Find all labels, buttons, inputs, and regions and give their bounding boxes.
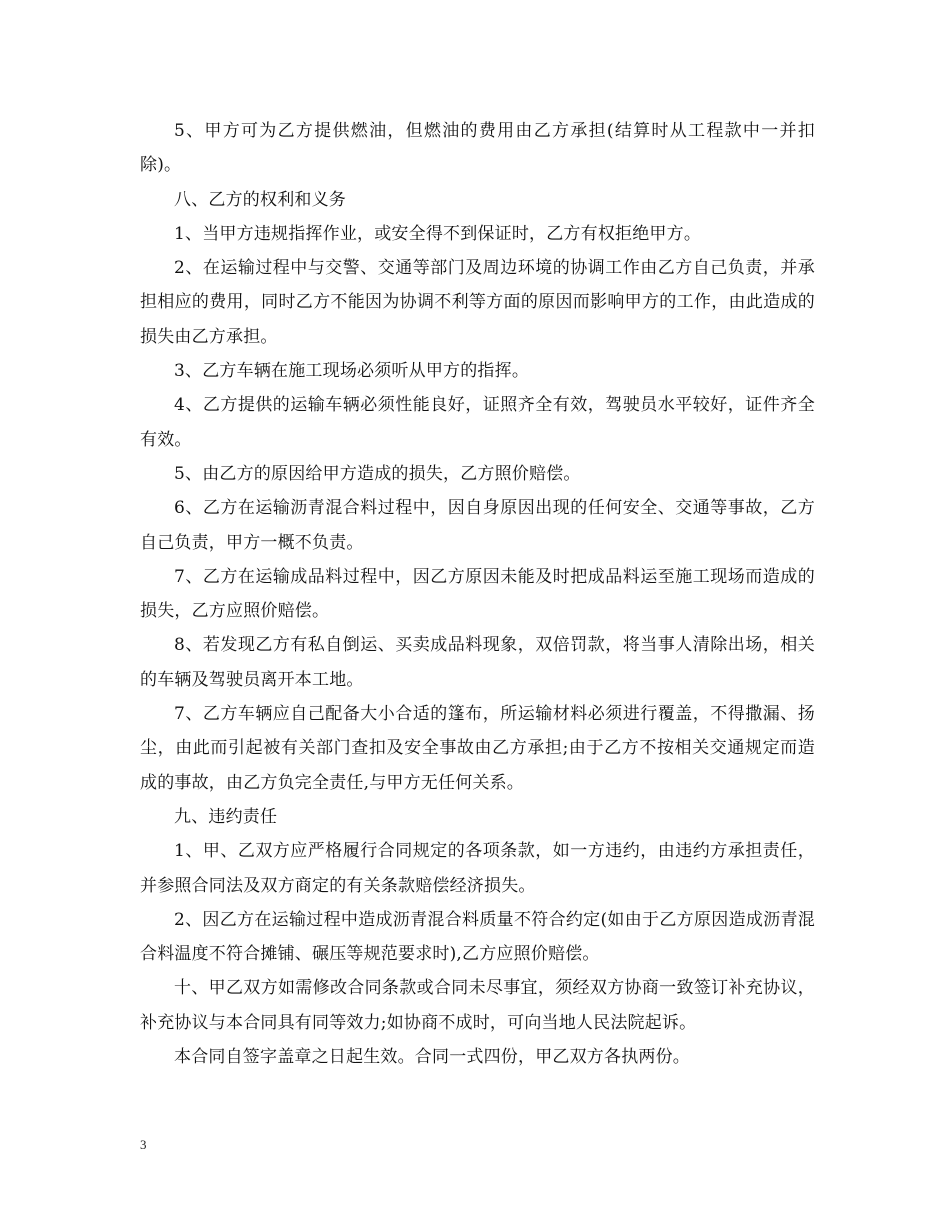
paragraph-transport-accidents: 6、乙方在运输沥青混合料过程中，因自身原因出现的任何安全、交通等事故，乙方自己负责，甲方一概不负责。 (140, 498, 815, 553)
paragraph-fuel-provision: 5、甲方可为乙方提供燃油，但燃油的费用由乙方承担(结算时从工程款中一并扣除)。 (140, 121, 815, 176)
paragraph-vehicle-condition: 4、乙方提供的运输车辆必须性能良好，证照齐全有效，驾驶员水平较好，证件齐全有效。 (140, 395, 815, 450)
paragraph-illegal-resale: 8、若发现乙方有私自倒运、买卖成品料现象，双倍罚款，将当事人清除出场，相关的车辆及驾驶员离开本工地。 (140, 635, 815, 690)
paragraph-quality-nonconformance: 2、因乙方在运输过程中造成沥青混合料质量不符合约定(如由于乙方原因造成沥青混合料温度不符合摊铺、碾压等规范要求时),乙方应照价赔偿。 (140, 909, 815, 965)
paragraph-effective-date: 本合同自签字盖章之日起生效。合同一式四份，甲乙双方各执两份。 (174, 1047, 690, 1068)
section-heading-breach-liability: 九、违约责任 (174, 806, 278, 827)
page-number: 3 (140, 1137, 147, 1152)
paragraph-loss-compensation: 5、由乙方的原因给甲方造成的损失，乙方照价赔偿。 (174, 463, 581, 484)
paragraph-right-to-refuse: 1、当甲方违规指挥作业，或安全得不到保证时，乙方有权拒绝甲方。 (174, 223, 702, 244)
paragraph-delivery-delay: 7、乙方在运输成品料过程中，因乙方原因未能及时把成品料运至施工现场而造成的损失，乙方应照价赔偿。 (140, 566, 815, 622)
paragraph-tarpaulin-cover: 7、乙方车辆应自己配备大小合适的篷布，所运输材料必须进行覆盖，不得撒漏、扬尘，由此而引起被有关部门查扣及安全事故由乙方承担;由于乙方不按相关交通规定而造成的事故，由乙方负完全责任,与甲方无任何关系。 (140, 704, 815, 793)
document-body (140, 114, 815, 1074)
section-heading-party-b-rights: 八、乙方的权利和义务 (174, 189, 346, 210)
paragraph-contract-performance: 1、甲、乙双方应严格履行合同规定的各项条款，如一方违约，由违约方承担责任，并参照合同法及双方商定的有关条款赔偿经济损失。 (140, 841, 815, 896)
paragraph-obey-commands: 3、乙方车辆在施工现场必须听从甲方的指挥。 (174, 361, 530, 382)
paragraph-contract-amendment: 十、甲乙双方如需修改合同条款或合同未尽事宜，须经双方协商一致签订补充协议，补充协议与本合同具有同等效力;如协商不成时，可向当地人民法院起诉。 (140, 978, 815, 1033)
paragraph-coordination-responsibility: 2、在运输过程中与交警、交通等部门及周边环境的协调工作由乙方自己负责，并承担相应的费用，同时乙方不能因为协调不利等方面的原因而影响甲方的工作，由此造成的损失由乙方承担。 (140, 258, 815, 347)
